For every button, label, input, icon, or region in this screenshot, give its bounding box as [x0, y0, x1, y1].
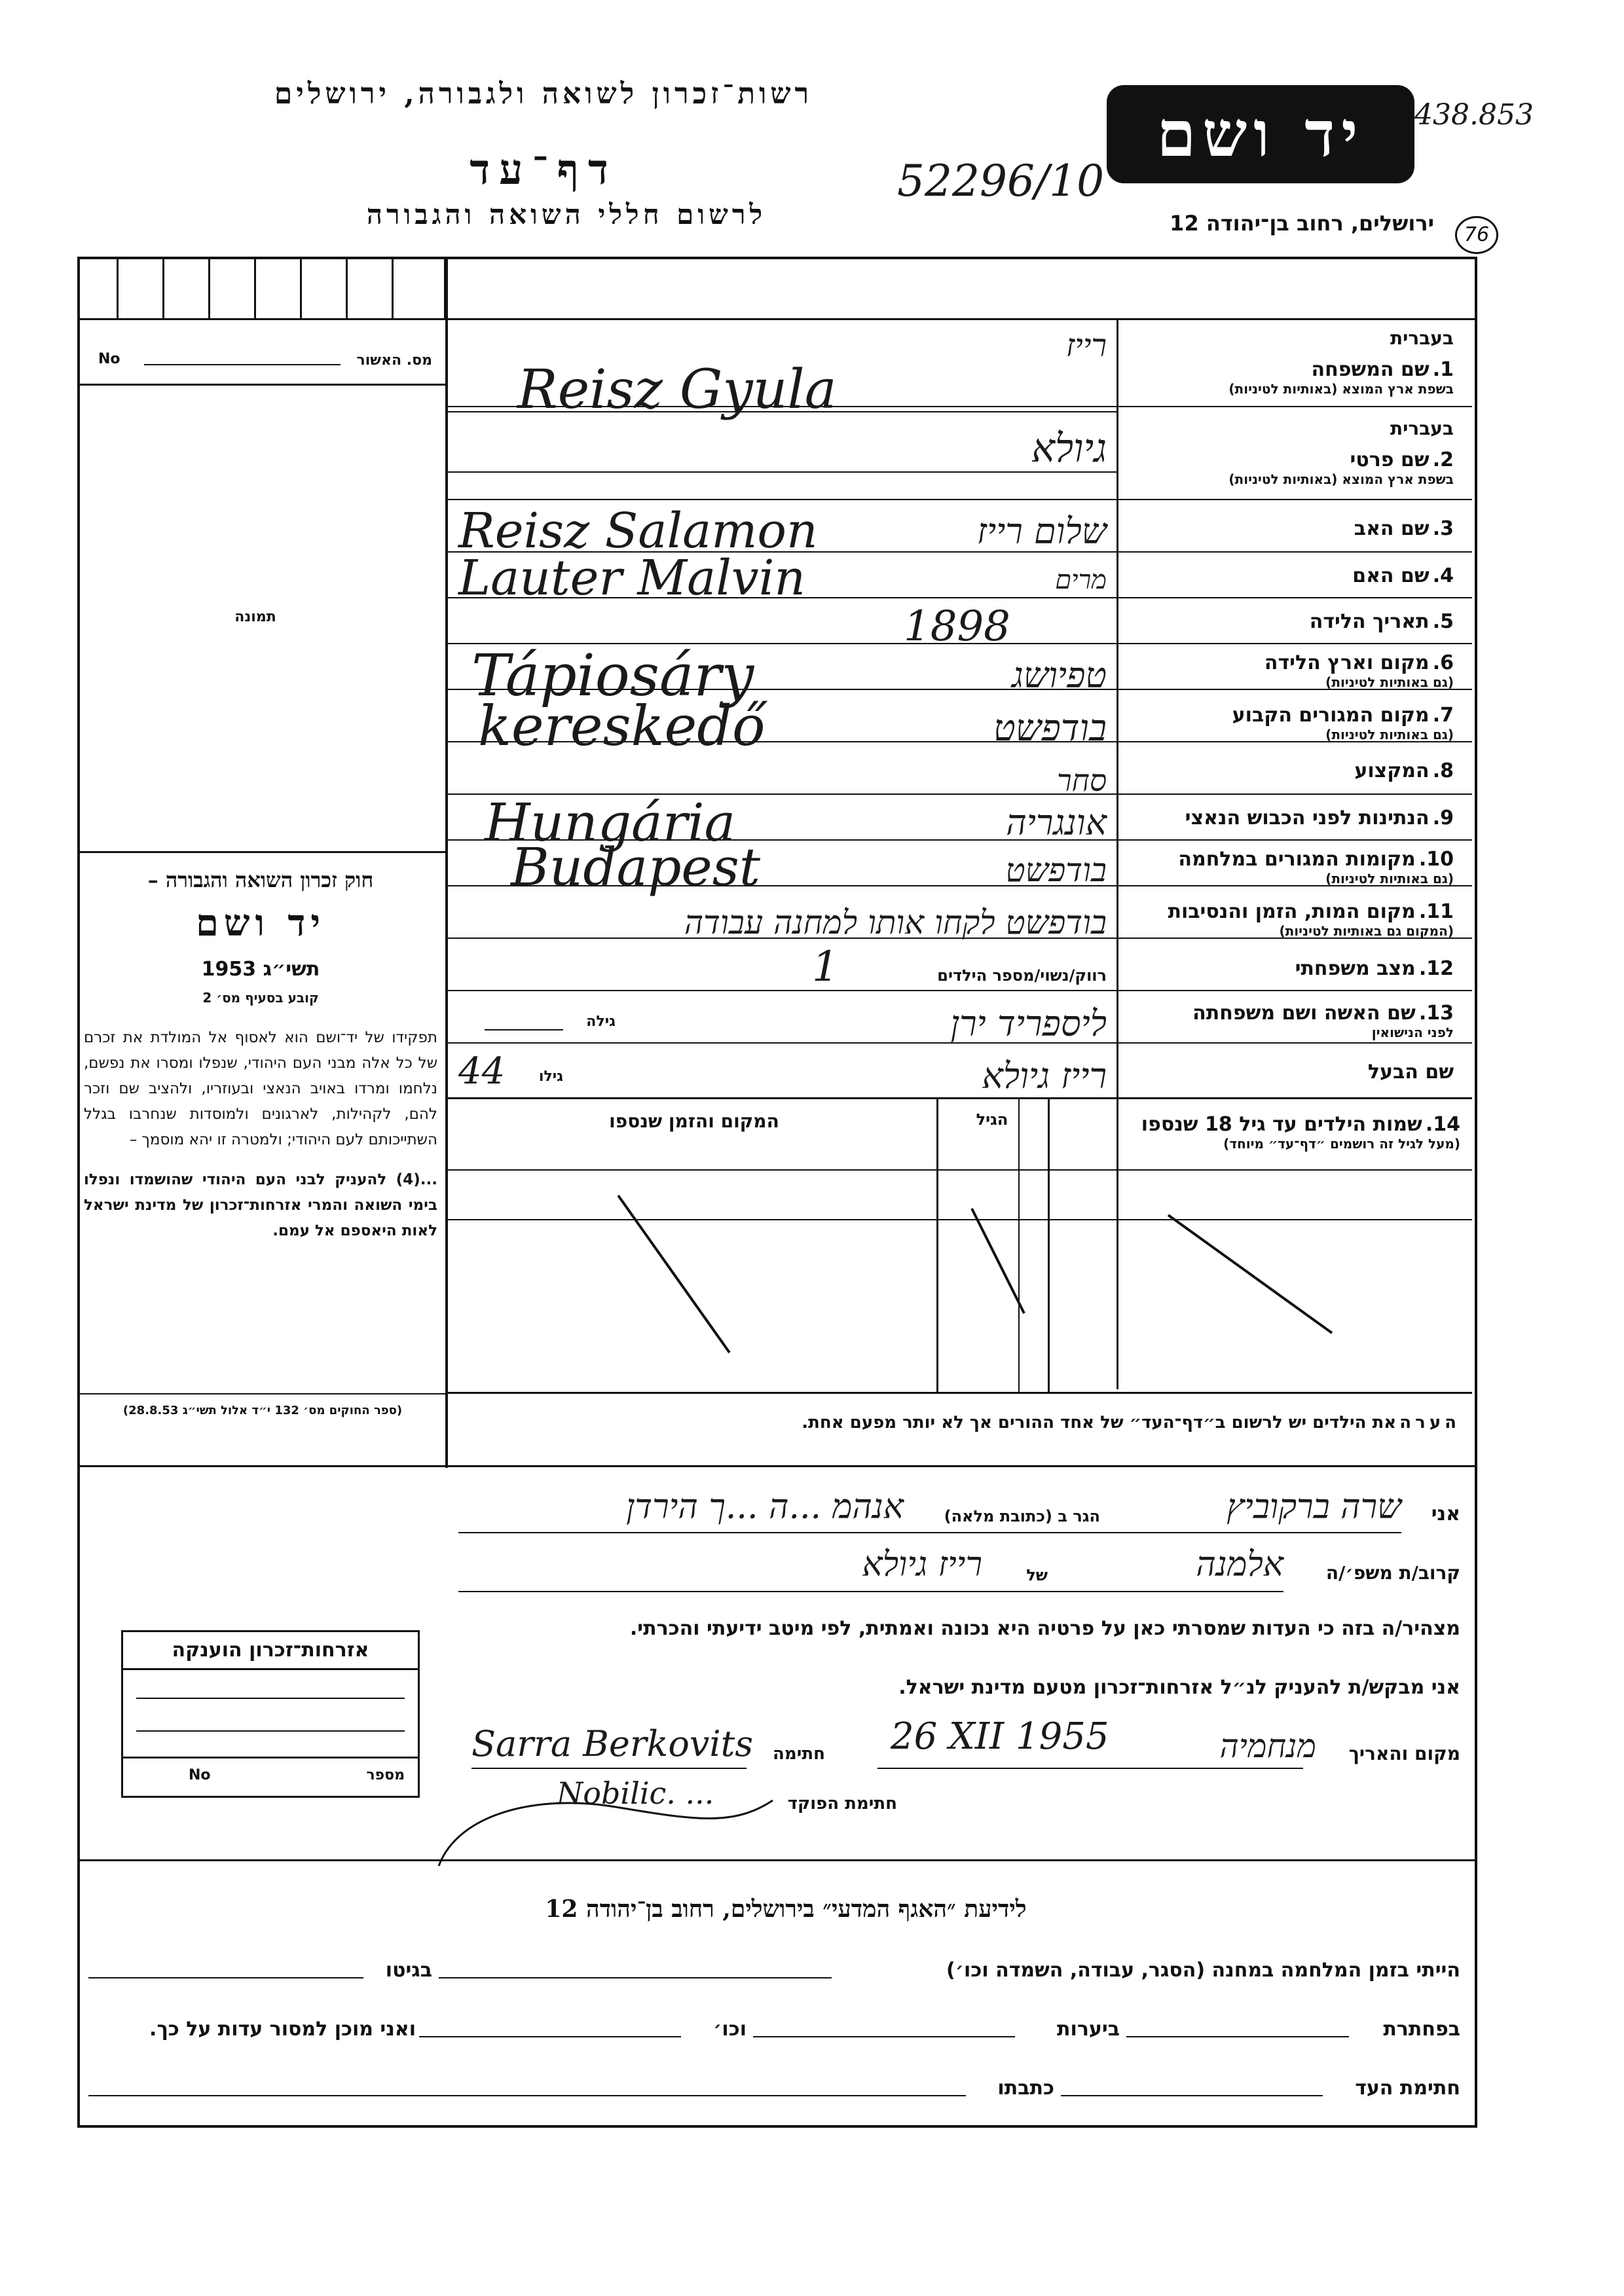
field-6-num: 6. [1432, 651, 1454, 674]
field-4-name: שם האם [1352, 564, 1430, 587]
note-label: הערה [1399, 1413, 1460, 1432]
field-13-age-label: גילה [586, 1013, 616, 1030]
field-6-latin-value: Tápiosáry [471, 642, 754, 709]
field-10-sub: (גם באותיות לטיניות) [1325, 871, 1454, 886]
field-9-num: 9. [1432, 807, 1454, 829]
field-husband-age-value: 44 [458, 1050, 506, 1093]
law-box [84, 867, 437, 1244]
field-10-label [1126, 848, 1454, 886]
form-title: דף־עד [470, 145, 618, 194]
field-5-label [1126, 610, 1454, 633]
decl-i-label: אני [1431, 1503, 1460, 1525]
children-strike-marks [448, 1169, 1472, 1392]
yad-vashem-logo: יד ושם [1107, 85, 1414, 183]
decl-address-value: אנהמ ...ה ...ך הירדן [626, 1487, 904, 1527]
field-4-num: 4. [1432, 564, 1454, 587]
law-citation: (ספר החוקים מס׳ 132 י״ד אלול תשי״ג 28.8.53) [122, 1404, 403, 1417]
field-10-num: 10. [1418, 848, 1454, 871]
field-8-label [1126, 759, 1454, 782]
footer-line2-a: בפחתרת [1383, 2018, 1460, 2041]
field-10-hebrew-value: בודפשט [1005, 851, 1107, 889]
field-3-num: 3. [1432, 517, 1454, 540]
note-text: את הילדים יש לרשום ב״דף־העד״ של אחד ההורים אך לא יותר מפעם אחת. [802, 1413, 1397, 1432]
decl-officer-value: Nobilic. ... [557, 1776, 714, 1811]
hebrew-tag-2: בעברית [1390, 418, 1454, 439]
decl-place-value: מנחמיה [1219, 1727, 1316, 1765]
field-12-num: 12. [1418, 957, 1454, 980]
decl-signature-value: Sarra Berkovits [471, 1723, 754, 1764]
decl-officer-label: חתימת הפוקד [787, 1794, 897, 1813]
field-2-num: 2. [1432, 448, 1454, 471]
field-9-latin-value: Hungária [485, 792, 736, 853]
field-3-hebrew-value: שלום רייז [976, 511, 1107, 552]
field-12-label [1126, 957, 1454, 980]
decl-of-value: רייז גיולא [862, 1545, 982, 1584]
field-4-label [1126, 564, 1454, 587]
field-5-value: 1898 [904, 602, 1010, 651]
decl-of-label: של [1026, 1566, 1048, 1584]
field-7-name: מקום המגורים הקבוע [1232, 704, 1430, 727]
field-2-name: שם פרטי [1350, 448, 1430, 471]
field-4-latin-value: Lauter Malvin [458, 550, 806, 606]
field-2-label [1126, 418, 1454, 487]
field-1-sub: בשפת ארץ המוצא (באותיות לטיניות) [1228, 381, 1454, 397]
field-10-latin-value: Budapest [511, 837, 760, 898]
field-7-sub: (גם באותיות לטיניות) [1325, 727, 1454, 742]
field-9-hebrew-value: אונגריה [1006, 802, 1107, 843]
citizenship-box [121, 1630, 420, 1798]
note-row [458, 1413, 1460, 1432]
children-col-names-sub: (מעל לגיל זה רושמים ״דף־עד״ מיוחד) [1223, 1136, 1460, 1152]
field-12-name: מצב משפחתי [1295, 957, 1416, 980]
field-9-name: הנתינות לפני הכבוש הנאצי [1185, 807, 1430, 829]
field-10-name: מקומות המגורים במלחמה [1178, 848, 1416, 871]
field-1-label [1126, 327, 1454, 397]
children-col-names: שמות הילדים עד גיל 18 שנספו [1141, 1113, 1422, 1136]
field-5-name: תאריך הלידה [1309, 610, 1430, 633]
photo-label: תמונה [234, 609, 276, 625]
citizenship-box-no-label: מספר [366, 1767, 405, 1783]
page-number-circle [1455, 216, 1498, 254]
address: ירושלים, רחוב בן־יהודה 12 [1170, 211, 1434, 236]
decl-statement: מצהיר/ה בזה כי העדות שמסרתי כאן על פרטיה היא נכונה ואמתית, לפי מיטב ידיעתי והכרתי. [629, 1617, 1460, 1640]
field-6-label [1126, 651, 1454, 690]
field-2-sub: בשפת ארץ המוצא (באותיות לטיניות) [1228, 471, 1454, 487]
field-husband-hebrew-value: רייז גיולא [982, 1055, 1107, 1097]
approval-no: No [98, 351, 120, 367]
field-12-value: 1 [812, 943, 839, 991]
footer-line3-a: חתימת העד [1355, 2077, 1460, 2100]
children-num: 14. [1425, 1113, 1460, 1136]
footer-line2-c: וכו׳ [713, 2018, 747, 2041]
field-13-hebrew-value: ליספריד ירן [950, 1003, 1107, 1044]
field-13-name: שם האשה ושם משפחתה [1192, 1002, 1416, 1025]
field-8-name: המקצוע [1354, 759, 1430, 782]
form-subtitle: לרשום חללי השואה והגבורה [366, 198, 767, 230]
law-title: חוק זכרון השואה והגבורה – [147, 867, 374, 892]
page-number: 76 [1464, 223, 1490, 246]
field-8-hebrew-value: סחר [1057, 763, 1107, 798]
signature-flourish [419, 1755, 786, 1886]
field-5-num: 5. [1432, 610, 1454, 633]
children-col-age: הגיל [976, 1110, 1008, 1129]
approval-label: מס. האשור [356, 352, 432, 369]
decl-relation-value: אלמנה [1196, 1545, 1283, 1584]
field-husband-label [1126, 1061, 1454, 1084]
field-1-num: 1. [1432, 358, 1454, 381]
field-1-name: שם המשפחה [1311, 358, 1430, 381]
field-1-latin-value: Reisz Gyula [517, 359, 837, 421]
field-12-sub: רווק/נשוי/מספר הילדים [937, 966, 1107, 985]
footer-line2-b: ביערות [1057, 2018, 1120, 2041]
field-1-hebrew-value: רייז [1065, 327, 1107, 364]
citizenship-box-title: אזרחות־זכרון הוענקה [123, 1632, 418, 1670]
field-husband-name: שם הבעל [1367, 1061, 1454, 1084]
law-body-2: ...(4) להעניק לבני העם היהודי שהושמדו ונפלו בימי השואה והמרי אזרחות־זכרון של מדינת ישראל לאות היאספם אל עמם. [84, 1171, 437, 1239]
law-name: יד ושם [195, 902, 326, 945]
field-3-latin-value: Reisz Salamon [458, 503, 818, 559]
field-11-name: מקום המות, הזמן והנסיבות [1168, 900, 1416, 923]
citizenship-box-no: No [189, 1767, 211, 1783]
field-3-name: שם האב [1354, 517, 1430, 540]
field-9-label [1126, 807, 1454, 829]
decl-i-value: שרה ברקוביץ [1227, 1487, 1401, 1527]
law-year: תשי״ג 1953 [201, 958, 320, 981]
code-boxes [77, 257, 444, 318]
field-8-num: 8. [1432, 759, 1454, 782]
field-11-label [1126, 900, 1454, 939]
footer-info-title: לידיעת ״האגף המדעי״ בירושלים, רחוב בן־יהודה 12 [545, 1895, 1027, 1923]
footer-line2-d: ואני מוכן למסור עדות על כך. [149, 2018, 416, 2041]
children-col-place: המקום והזמן שנספו [609, 1110, 779, 1132]
field-2-hebrew-value: גיולא [1031, 426, 1107, 471]
children-header [1054, 1113, 1460, 1152]
authority-title: רשות־זכרון לשואה ולגבורה, ירושלים [274, 77, 813, 111]
footer-line1-b: בגיטו [385, 1959, 432, 1982]
field-11-num: 11. [1418, 900, 1454, 923]
field-7-hebrew-value: בודפשט [993, 707, 1107, 750]
law-clause: קובע בסעיף מס׳ 2 [202, 990, 319, 1006]
decl-date-value: 26 XII 1955 [891, 1715, 1109, 1758]
field-6-hebrew-value: טפיושג [1012, 655, 1107, 696]
field-husband-age-label: גילו [538, 1068, 563, 1085]
footer-line1-a: הייתי בזמן המלחמה במחנה (הסגר, עבודה, השמדה וכו׳) [946, 1959, 1460, 1982]
field-7-latin-value: kereskedő [478, 694, 766, 758]
footer-line3-b: כתבתו [997, 2077, 1054, 2100]
field-4-hebrew-value: מרים [1055, 565, 1107, 595]
field-13-num: 13. [1418, 1002, 1454, 1025]
field-7-label [1126, 704, 1454, 742]
field-3-label [1126, 517, 1454, 540]
decl-place-date-label: מקום והאריך [1348, 1743, 1460, 1764]
field-7-num: 7. [1432, 704, 1454, 727]
field-11-hebrew-value: בודפשט לקחו אותו למחנה עבודה [684, 903, 1107, 941]
field-6-name: מקום וארץ הלידה [1264, 651, 1430, 674]
decl-address-label: הגר ב (כתובת מלאה) [944, 1507, 1100, 1525]
decl-relation-label: קרוב/ת משפ׳/ה [1325, 1562, 1460, 1584]
file-number: 52296/10 [897, 156, 1105, 206]
field-6-sub: (גם באותיות לטיניות) [1325, 674, 1454, 690]
law-body: תפקידו של יד־ושם הוא לאסוף אל המולדת את זכרם של כל אלה מבני העם היהודי, שנפלו ומסרו את נפשם, נלחמו ומרדו באויב הנאצי ובעוזריו, ולהציב שם וזכר להם, לקהילות, לארגונים ולמוסדות שנחרבו בגלל השתייכותם לעם היהודי; ולמטרה זו יהא מוסמך – [84, 1029, 437, 1148]
field-13-label [1126, 1002, 1454, 1040]
field-13-sub: לפני הנישואין [1371, 1025, 1454, 1040]
hebrew-tag-1: בעברית [1390, 327, 1454, 349]
decl-signature-label: חתימה [773, 1744, 825, 1764]
field-11-sub: (המקום גם באותיות לטיניות) [1279, 923, 1454, 939]
decl-request: אני מבקש/ת להעניק לנ״ל אזרחות־זכרון מטעם מדינת ישראל. [898, 1676, 1460, 1699]
archive-ref: 438.853 [1414, 98, 1534, 132]
